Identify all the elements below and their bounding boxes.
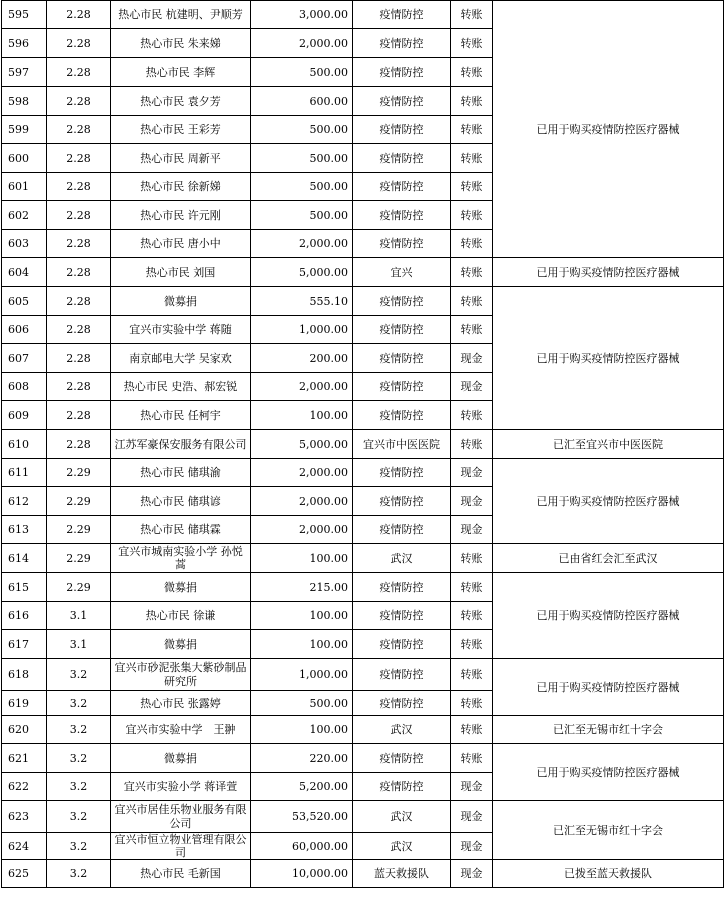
table-row xyxy=(2,1,724,29)
row-date: 2.28 xyxy=(47,1,111,29)
row-date: 2.28 xyxy=(47,316,111,344)
row-donor: 热心市民 许元刚 xyxy=(111,201,251,230)
row-purpose: 疫情防控 xyxy=(353,659,451,691)
row-purpose: 疫情防控 xyxy=(353,573,451,602)
row-purpose: 疫情防控 xyxy=(353,230,451,258)
row-date: 3.2 xyxy=(47,773,111,801)
row-number: 603 xyxy=(2,230,47,258)
row-payment-method: 转账 xyxy=(451,116,493,144)
row-purpose: 武汉 xyxy=(353,801,451,833)
row-donor: 江苏军豪保安服务有限公司 xyxy=(111,430,251,459)
row-amount: 600.00 xyxy=(251,87,353,116)
row-donor: 微募捐 xyxy=(111,573,251,602)
row-amount: 100.00 xyxy=(251,716,353,744)
row-date: 2.28 xyxy=(47,373,111,401)
row-payment-method: 转账 xyxy=(451,287,493,316)
row-number: 619 xyxy=(2,691,47,716)
row-purpose: 蓝天救援队 xyxy=(353,860,451,888)
row-purpose: 疫情防控 xyxy=(353,144,451,173)
row-number: 604 xyxy=(2,258,47,287)
row-donor: 宜兴市砂泥张集大紫砂制品研究所 xyxy=(111,659,251,691)
row-amount: 500.00 xyxy=(251,58,353,87)
row-number: 616 xyxy=(2,602,47,630)
row-purpose: 武汉 xyxy=(353,544,451,573)
row-payment-method: 现金 xyxy=(451,773,493,801)
row-donor: 热心市民 任柯宇 xyxy=(111,401,251,430)
row-date: 2.28 xyxy=(47,58,111,87)
row-date: 3.2 xyxy=(47,744,111,773)
row-purpose: 疫情防控 xyxy=(353,1,451,29)
row-number: 606 xyxy=(2,316,47,344)
row-number: 615 xyxy=(2,573,47,602)
row-number: 617 xyxy=(2,630,47,659)
row-date: 3.1 xyxy=(47,630,111,659)
row-purpose: 疫情防控 xyxy=(353,487,451,516)
table-row xyxy=(2,544,724,573)
row-date: 2.28 xyxy=(47,287,111,316)
row-purpose: 疫情防控 xyxy=(353,58,451,87)
row-disposition-note: 已用于购买疫情防控医疗器械 xyxy=(493,1,724,258)
row-payment-method: 现金 xyxy=(451,459,493,487)
row-payment-method: 现金 xyxy=(451,833,493,860)
row-date: 3.2 xyxy=(47,801,111,833)
row-number: 596 xyxy=(2,29,47,58)
row-payment-method: 转账 xyxy=(451,659,493,691)
row-date: 2.28 xyxy=(47,173,111,201)
row-number: 611 xyxy=(2,459,47,487)
row-amount: 2,000.00 xyxy=(251,29,353,58)
row-donor: 热心市民 袁夕芳 xyxy=(111,87,251,116)
row-number: 602 xyxy=(2,201,47,230)
row-donor: 微募捐 xyxy=(111,630,251,659)
table-row xyxy=(2,287,724,316)
row-payment-method: 现金 xyxy=(451,801,493,833)
row-donor: 微募捐 xyxy=(111,287,251,316)
table-row xyxy=(2,573,724,602)
row-donor: 宜兴市城南实验小学 孙悦蒿 xyxy=(111,544,251,573)
row-donor: 热心市民 徐谦 xyxy=(111,602,251,630)
table-row xyxy=(2,716,724,744)
row-amount: 500.00 xyxy=(251,116,353,144)
row-amount: 200.00 xyxy=(251,344,353,373)
row-payment-method: 转账 xyxy=(451,716,493,744)
row-date: 2.29 xyxy=(47,544,111,573)
row-disposition-note: 已由省红会汇至武汉 xyxy=(493,544,724,573)
row-disposition-note: 已汇至宜兴市中医医院 xyxy=(493,430,724,459)
row-amount: 100.00 xyxy=(251,544,353,573)
row-date: 2.29 xyxy=(47,459,111,487)
row-amount: 10,000.00 xyxy=(251,860,353,888)
row-donor: 微募捐 xyxy=(111,744,251,773)
row-donor: 热心市民 徐新娣 xyxy=(111,173,251,201)
row-purpose: 疫情防控 xyxy=(353,287,451,316)
row-payment-method: 转账 xyxy=(451,602,493,630)
row-donor: 热心市民 刘国 xyxy=(111,258,251,287)
row-date: 3.2 xyxy=(47,833,111,860)
row-donor: 宜兴市居佳乐物业服务有限公司 xyxy=(111,801,251,833)
row-disposition-note: 已拨至蓝天救援队 xyxy=(493,860,724,888)
row-purpose: 疫情防控 xyxy=(353,630,451,659)
row-date: 2.28 xyxy=(47,201,111,230)
row-donor: 热心市民 张露婷 xyxy=(111,691,251,716)
row-donor: 宜兴市实验中学 王翀 xyxy=(111,716,251,744)
row-date: 2.29 xyxy=(47,573,111,602)
row-disposition-note: 已用于购买疫情防控医疗器械 xyxy=(493,287,724,430)
row-payment-method: 现金 xyxy=(451,487,493,516)
row-amount: 5,000.00 xyxy=(251,258,353,287)
row-date: 3.2 xyxy=(47,691,111,716)
row-donor: 热心市民 朱来娣 xyxy=(111,29,251,58)
row-date: 3.2 xyxy=(47,716,111,744)
row-donor: 热心市民 杭建明、尹顺芳 xyxy=(111,1,251,29)
donation-table xyxy=(1,0,724,888)
row-disposition-note: 已汇至无锡市红十字会 xyxy=(493,716,724,744)
row-payment-method: 转账 xyxy=(451,1,493,29)
row-purpose: 疫情防控 xyxy=(353,87,451,116)
row-purpose: 疫情防控 xyxy=(353,691,451,716)
row-amount: 500.00 xyxy=(251,173,353,201)
row-payment-method: 转账 xyxy=(451,230,493,258)
row-date: 2.28 xyxy=(47,116,111,144)
row-amount: 2,000.00 xyxy=(251,230,353,258)
row-number: 610 xyxy=(2,430,47,459)
row-payment-method: 转账 xyxy=(451,630,493,659)
row-donor: 热心市民 储琪霖 xyxy=(111,516,251,544)
row-disposition-note: 已汇至无锡市红十字会 xyxy=(493,801,724,860)
row-purpose: 宜兴市中医医院 xyxy=(353,430,451,459)
row-date: 3.1 xyxy=(47,602,111,630)
row-payment-method: 转账 xyxy=(451,401,493,430)
row-date: 2.28 xyxy=(47,87,111,116)
row-purpose: 疫情防控 xyxy=(353,516,451,544)
row-number: 598 xyxy=(2,87,47,116)
row-amount: 53,520.00 xyxy=(251,801,353,833)
row-payment-method: 现金 xyxy=(451,860,493,888)
row-purpose: 疫情防控 xyxy=(353,316,451,344)
row-amount: 500.00 xyxy=(251,691,353,716)
row-date: 3.2 xyxy=(47,659,111,691)
row-purpose: 疫情防控 xyxy=(353,602,451,630)
row-disposition-note: 已用于购买疫情防控医疗器械 xyxy=(493,744,724,801)
row-date: 2.28 xyxy=(47,29,111,58)
row-purpose: 武汉 xyxy=(353,833,451,860)
row-number: 597 xyxy=(2,58,47,87)
row-payment-method: 转账 xyxy=(451,173,493,201)
row-purpose: 疫情防控 xyxy=(353,29,451,58)
row-amount: 2,000.00 xyxy=(251,373,353,401)
row-disposition-note: 已用于购买疫情防控医疗器械 xyxy=(493,459,724,544)
row-payment-method: 现金 xyxy=(451,373,493,401)
row-donor: 南京邮电大学 吴家欢 xyxy=(111,344,251,373)
row-purpose: 疫情防控 xyxy=(353,201,451,230)
row-number: 599 xyxy=(2,116,47,144)
row-number: 623 xyxy=(2,801,47,833)
row-amount: 1,000.00 xyxy=(251,659,353,691)
row-disposition-note: 已用于购买疫情防控医疗器械 xyxy=(493,573,724,659)
row-purpose: 疫情防控 xyxy=(353,459,451,487)
row-amount: 1,000.00 xyxy=(251,316,353,344)
row-amount: 100.00 xyxy=(251,401,353,430)
row-disposition-note: 已用于购买疫情防控医疗器械 xyxy=(493,258,724,287)
row-payment-method: 转账 xyxy=(451,691,493,716)
row-payment-method: 转账 xyxy=(451,29,493,58)
row-amount: 100.00 xyxy=(251,602,353,630)
row-date: 2.28 xyxy=(47,401,111,430)
row-donor: 宜兴市恒立物业管理有限公司 xyxy=(111,833,251,860)
row-donor: 热心市民 储琪渝 xyxy=(111,459,251,487)
row-payment-method: 现金 xyxy=(451,344,493,373)
row-payment-method: 转账 xyxy=(451,573,493,602)
row-donor: 热心市民 周新平 xyxy=(111,144,251,173)
row-payment-method: 转账 xyxy=(451,430,493,459)
row-donor: 热心市民 王彩芳 xyxy=(111,116,251,144)
row-amount: 60,000.00 xyxy=(251,833,353,860)
row-number: 622 xyxy=(2,773,47,801)
row-number: 608 xyxy=(2,373,47,401)
row-date: 3.2 xyxy=(47,860,111,888)
table-row xyxy=(2,459,724,487)
row-purpose: 宜兴 xyxy=(353,258,451,287)
row-donor: 热心市民 毛新国 xyxy=(111,860,251,888)
table-row xyxy=(2,744,724,773)
row-amount: 100.00 xyxy=(251,630,353,659)
row-number: 609 xyxy=(2,401,47,430)
row-donor: 宜兴市实验中学 蒋随 xyxy=(111,316,251,344)
row-payment-method: 转账 xyxy=(451,144,493,173)
row-payment-method: 转账 xyxy=(451,744,493,773)
row-payment-method: 转账 xyxy=(451,201,493,230)
row-number: 624 xyxy=(2,833,47,860)
row-purpose: 疫情防控 xyxy=(353,773,451,801)
row-amount: 555.10 xyxy=(251,287,353,316)
row-payment-method: 转账 xyxy=(451,87,493,116)
row-date: 2.28 xyxy=(47,144,111,173)
row-amount: 5,000.00 xyxy=(251,430,353,459)
row-number: 620 xyxy=(2,716,47,744)
row-number: 605 xyxy=(2,287,47,316)
row-purpose: 疫情防控 xyxy=(353,373,451,401)
row-donor: 热心市民 唐小中 xyxy=(111,230,251,258)
row-amount: 2,000.00 xyxy=(251,487,353,516)
row-purpose: 疫情防控 xyxy=(353,401,451,430)
row-amount: 3,000.00 xyxy=(251,1,353,29)
row-donor: 热心市民 史浩、郝宏锐 xyxy=(111,373,251,401)
row-date: 2.28 xyxy=(47,430,111,459)
row-payment-method: 转账 xyxy=(451,58,493,87)
table-row xyxy=(2,801,724,833)
row-date: 2.28 xyxy=(47,344,111,373)
row-number: 621 xyxy=(2,744,47,773)
table-row xyxy=(2,659,724,691)
row-date: 2.28 xyxy=(47,258,111,287)
row-date: 2.29 xyxy=(47,487,111,516)
row-donor: 热心市民 李辉 xyxy=(111,58,251,87)
row-amount: 500.00 xyxy=(251,201,353,230)
row-donor: 宜兴市实验小学 蒋译萱 xyxy=(111,773,251,801)
row-number: 614 xyxy=(2,544,47,573)
row-number: 618 xyxy=(2,659,47,691)
row-purpose: 疫情防控 xyxy=(353,116,451,144)
row-date: 2.29 xyxy=(47,516,111,544)
row-amount: 2,000.00 xyxy=(251,459,353,487)
row-number: 600 xyxy=(2,144,47,173)
row-number: 613 xyxy=(2,516,47,544)
row-purpose: 疫情防控 xyxy=(353,744,451,773)
row-number: 607 xyxy=(2,344,47,373)
row-disposition-note: 已用于购买疫情防控医疗器械 xyxy=(493,659,724,716)
row-purpose: 疫情防控 xyxy=(353,173,451,201)
table-row xyxy=(2,258,724,287)
row-amount: 500.00 xyxy=(251,144,353,173)
row-amount: 5,200.00 xyxy=(251,773,353,801)
donation-table-body xyxy=(2,1,724,888)
row-number: 595 xyxy=(2,1,47,29)
row-amount: 2,000.00 xyxy=(251,516,353,544)
row-date: 2.28 xyxy=(47,230,111,258)
row-payment-method: 现金 xyxy=(451,516,493,544)
row-payment-method: 转账 xyxy=(451,258,493,287)
table-row xyxy=(2,860,724,888)
row-donor: 热心市民 储琪谚 xyxy=(111,487,251,516)
row-number: 612 xyxy=(2,487,47,516)
row-amount: 215.00 xyxy=(251,573,353,602)
row-number: 601 xyxy=(2,173,47,201)
row-number: 625 xyxy=(2,860,47,888)
row-payment-method: 转账 xyxy=(451,316,493,344)
row-payment-method: 转账 xyxy=(451,544,493,573)
row-amount: 220.00 xyxy=(251,744,353,773)
row-purpose: 武汉 xyxy=(353,716,451,744)
row-purpose: 疫情防控 xyxy=(353,344,451,373)
table-row xyxy=(2,430,724,459)
